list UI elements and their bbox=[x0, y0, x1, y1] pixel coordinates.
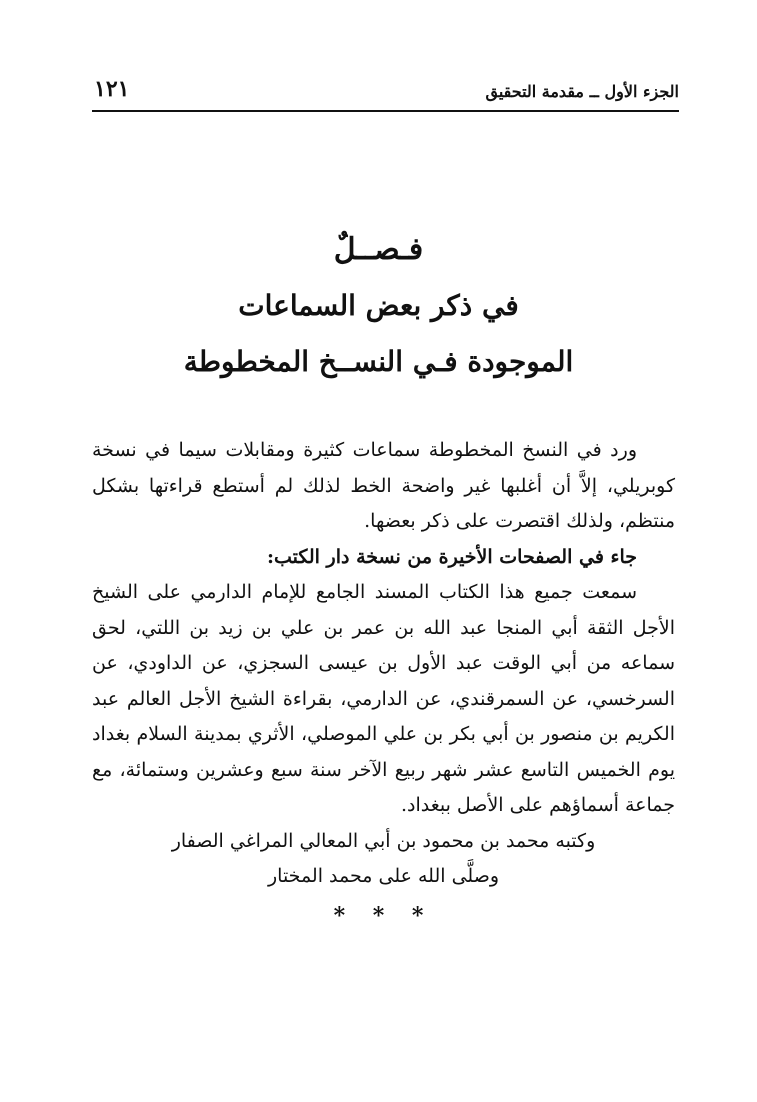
running-header bbox=[92, 70, 679, 108]
source-subheading: جاء في الصفحات الأخيرة من نسخة دار الكتب: bbox=[266, 545, 637, 568]
scribe-signature: وكتبه محمد بن محمود بن أبي المعالي المراغي الصفار bbox=[171, 829, 596, 852]
section-title-line-2: الموجودة فـي النســخ المخطوطة bbox=[183, 345, 574, 378]
section-title-line-1: في ذكر بعض السماعات bbox=[238, 289, 519, 322]
closing-prayer: وصلَّى الله على محمد المختار bbox=[267, 865, 499, 887]
body-text bbox=[92, 433, 675, 934]
section-label: فـصــلٌ bbox=[333, 232, 424, 267]
header-divider bbox=[92, 110, 679, 112]
sama-record-paragraph: سمعت جميع هذا الكتاب المسند الجامع للإمام الدارمي على الشيخ الأجل الثقة أبي المنجا عبد الله بن عمر بن علي بن زيد بن اللتي، لحق سماعه من أبي الوقت عبد الأول بن عيسى السجزي، عن الداودي، عن السرخسي، عن السمرقندي، عن الدارمي، بقراءة الشيخ الأجل العالم عبد الكريم بن منصور بن أبي بكر بن علي الموصلي، الأثري بمدينة السلام بغداد يوم الخميس التاسع عشر شهر ربيع الآخر سنة سبع وعشرين وستمائة، مع جماعة أسماؤهم على الأصل ببغداد. bbox=[92, 581, 675, 816]
running-title: الجزء الأول ــ مقدمة التحقيق bbox=[485, 82, 679, 101]
section-separator: * * * bbox=[333, 902, 434, 929]
section-heading bbox=[80, 222, 677, 390]
intro-paragraph: ورد في النسخ المخطوطة سماعات كثيرة ومقابلات سيما في نسخة كوبريلي، إلاَّ أن أغلبها غير واضحة الخط لذلك لم أستطع قراءتها بشكل منتظم، ولذلك اقتصرت على ذكر بعضها. bbox=[92, 439, 675, 532]
page-number: ١٢١ bbox=[94, 76, 130, 102]
